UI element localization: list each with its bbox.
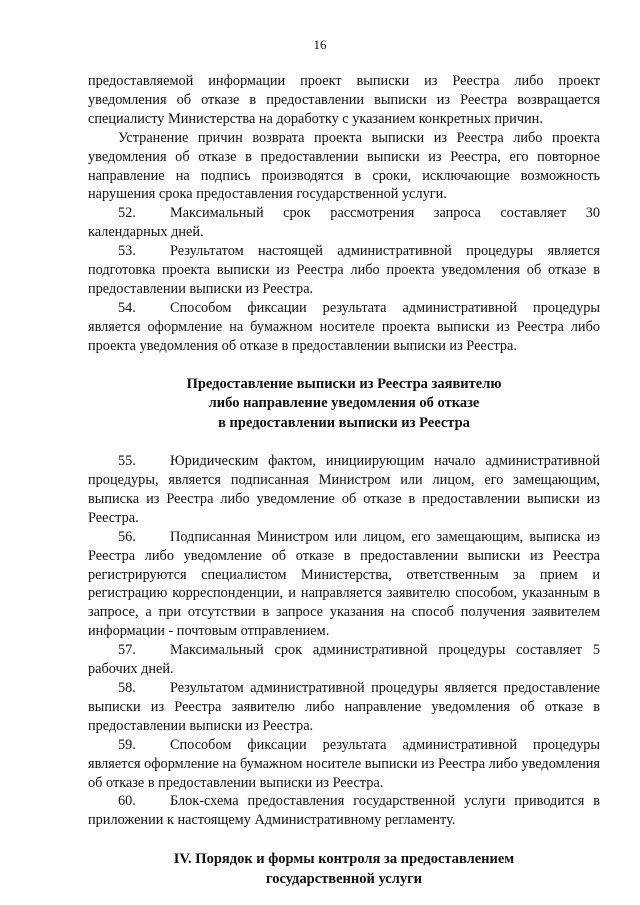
section-heading: [88, 375, 600, 434]
page-number: 16: [313, 37, 327, 52]
paragraph-text: Блок-схема предоставления государственной услуги приводится в приложении к настоящему Административному регламенту.: [88, 793, 600, 829]
paragraph-number: 58.: [118, 679, 136, 696]
paragraph-text: Юридическим фактом, инициирующим начало административной процедуры, является подписанная Министром или лицом, его замещающим, выписка из Реестра либо уведомление об отказе в предоставлении выписки из Реестра.: [88, 453, 600, 526]
heading-line: в предоставлении выписки из Реестра: [218, 414, 470, 431]
paragraph-text: Способом фиксации результата административной процедуры является оформление на бумажном носителе выписки из Реестра либо уведомления об отказе в предоставлении выписки из Реестра.: [88, 736, 600, 791]
paragraph-number: 56.: [118, 528, 136, 545]
section-heading-iv: [88, 850, 600, 889]
paragraph-number: 54.: [118, 299, 136, 316]
numbered-paragraph-58: [88, 679, 600, 736]
paragraph-text: Результатом административной процедуры является предоставление выписки из Реестра заявителю либо направление уведомления об отказе в предоставлении выписки из Реестра.: [88, 679, 600, 734]
paragraph-text: Результатом настоящей административной процедуры является подготовка проекта выписки из Реестра либо проекта уведомления об отказе в предоставлении выписки из Реестра.: [88, 243, 600, 297]
paragraph-text: Подписанная Министром или лицом, его замещающим, выписка из Реестра либо уведомление об отказе в предоставлении выписки из Реестра регистрируются специалистом Министерства, ответственным за прием и регистрацию корреспонденции, и направляется заявителю способом, указанным в запросе, а при отсутствии в запросе указания на способ получения заявителем информации - почтовым отправлением.: [88, 528, 600, 640]
heading-line: государственной услуги: [265, 870, 423, 887]
paragraph-continuation: [88, 72, 600, 129]
heading-line: либо направление уведомления об отказе: [208, 395, 480, 412]
numbered-paragraph-59: [88, 736, 600, 793]
document-body: [88, 72, 600, 889]
paragraph-number: 59.: [118, 736, 136, 753]
numbered-paragraph-54: [88, 299, 600, 356]
numbered-paragraph-55: [88, 452, 600, 528]
heading-line: Предоставление выписки из Реестра заявителю: [186, 375, 502, 392]
numbered-paragraph-56: [88, 528, 600, 641]
numbered-paragraph-57: [88, 641, 600, 679]
paragraph-number: 57.: [118, 642, 136, 659]
paragraph-number: 52.: [118, 205, 136, 222]
numbered-paragraph-52: [88, 204, 600, 242]
numbered-paragraph-60: [88, 792, 600, 830]
paragraph-text: Способом фиксации результата административной процедуры является оформление на бумажном носителе проекта выписки из Реестра либо проекта уведомления об отказе в предоставлении выписки из Реестра.: [88, 299, 600, 354]
paragraph-number: 60.: [118, 793, 136, 810]
paragraph-text: Максимальный срок административной процедуры составляет 5 рабочих дней.: [88, 642, 600, 678]
paragraph-number: 55.: [118, 453, 136, 470]
paragraph-text: предоставляемой информации проект выписки из Реестра либо проект уведомления об отказе в предоставлении выписки из Реестра возвращается специалисту Министерства на доработку с указанием конкретных причин.: [88, 73, 600, 127]
paragraph-number: 53.: [118, 243, 136, 260]
heading-line: IV. Порядок и формы контроля за предоставлением: [173, 851, 515, 868]
paragraph: [88, 129, 600, 205]
paragraph-text: Максимальный срок рассмотрения запроса составляет 30 календарных дней.: [88, 205, 600, 241]
paragraph-text: Устранение причин возврата проекта выписки из Реестра либо проекта уведомления об отказе в предоставлении выписки из Реестра, его повторное направление на подпись производятся в сроки, исключающие возможность нарушения срока предоставления государственной услуги.: [88, 129, 600, 203]
numbered-paragraph-53: [88, 242, 600, 299]
